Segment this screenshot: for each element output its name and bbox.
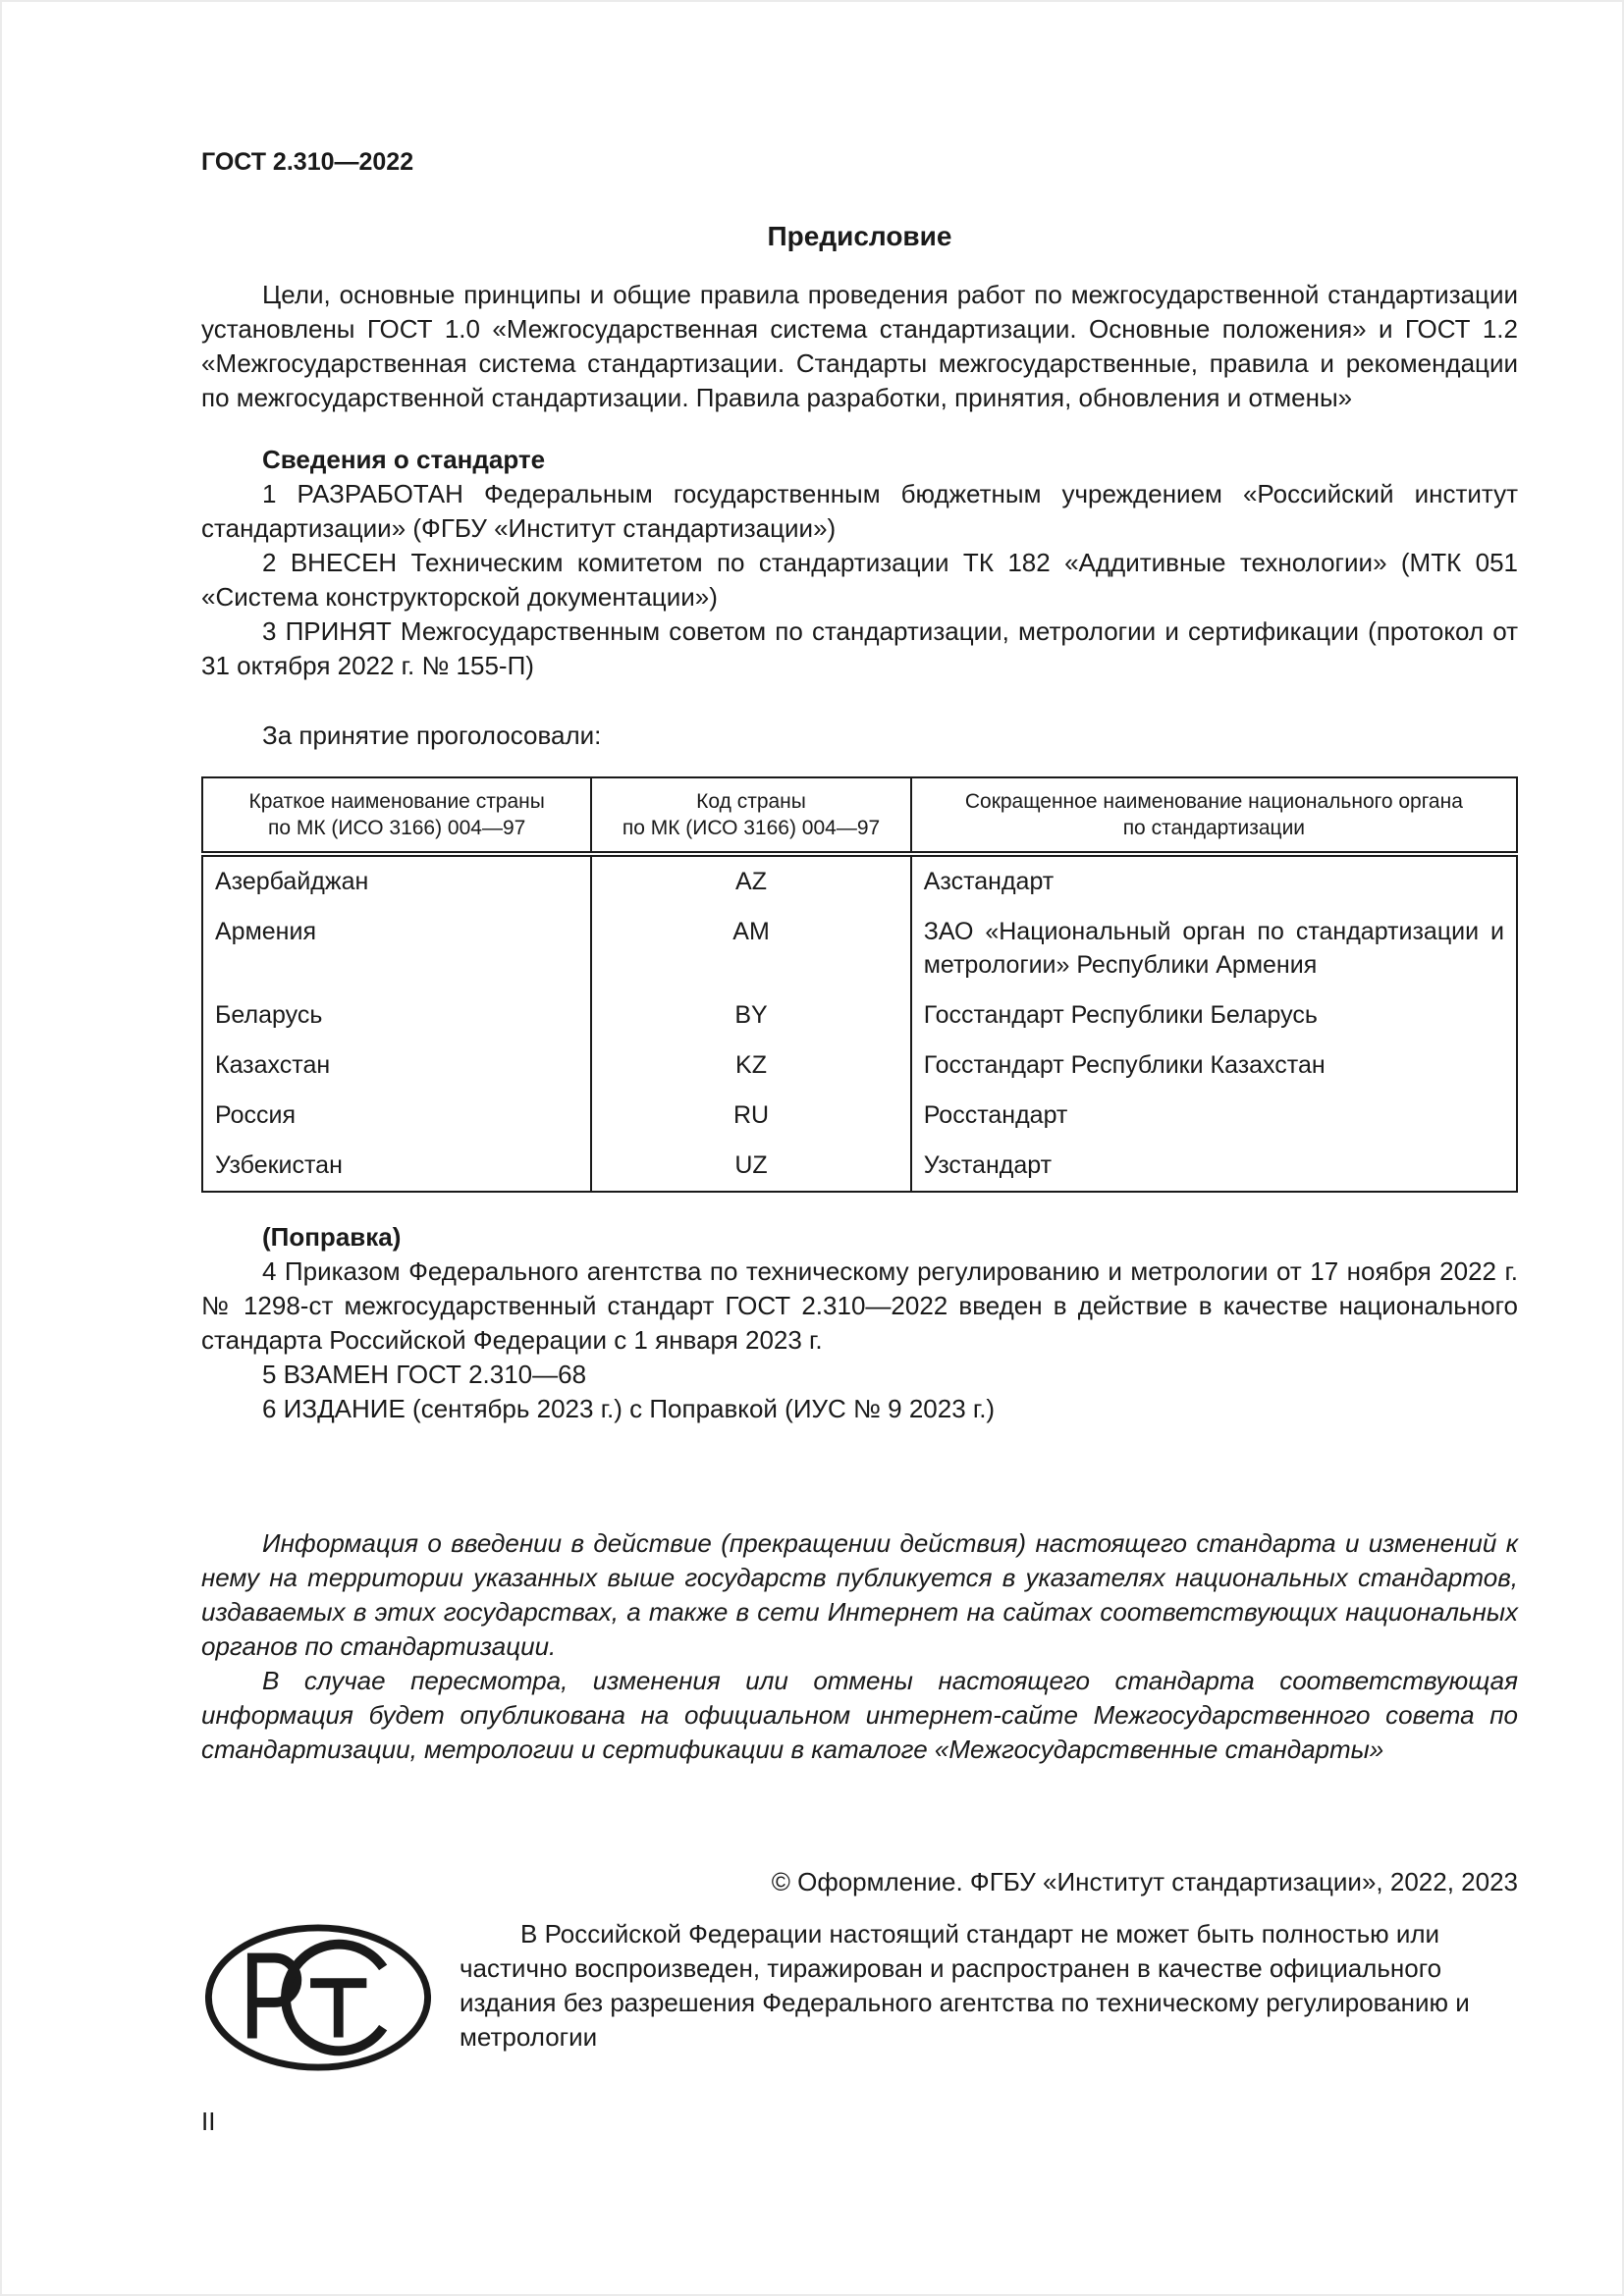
- page-number: II: [201, 2107, 216, 2136]
- vote-table-header-row: [202, 777, 1517, 854]
- amendment-note: (Поправка): [262, 1222, 402, 1252]
- table-row: [202, 907, 1517, 990]
- table-row: [202, 1091, 1517, 1141]
- copyright-line: © Оформление. ФГБУ «Институт стандартизации», 2022, 2023: [771, 1867, 1518, 1896]
- org-cell: Узстандарт: [911, 1141, 1517, 1192]
- org-cell: Росстандарт: [911, 1091, 1517, 1141]
- country-cell: Казахстан: [202, 1041, 591, 1091]
- country-cell: Азербайджан: [202, 854, 591, 907]
- table-row: [202, 854, 1517, 907]
- col-header-org: [911, 777, 1517, 854]
- col-header-line: по МК (ИСО 3166) 004—97: [267, 817, 526, 839]
- foreword-item-submitted: 2 ВНЕСЕН Техническим комитетом по стандартизации ТК 182 «Аддитивные технологии» (МТК 051 «Система конструкторской документации»): [201, 548, 1518, 612]
- intro-paragraph: Цели, основные принципы и общие правила проведения работ по межгосударственной стандартизации установлены ГОСТ 1.0 «Межгосударственная система стандартизации. Основные положения» и ГОСТ 1.2 «Межгосударственная система стандартизации. Стандарты межгосударственные, правила и рекомендации по межгосударственной стандартизации. Правила разработки, принятия, обновления и отмены»: [201, 280, 1518, 412]
- org-cell: Госстандарт Республики Казахстан: [911, 1041, 1517, 1091]
- country-cell: Беларусь: [202, 990, 591, 1041]
- reproduction-restriction-block: [201, 1917, 1518, 2083]
- country-cell: Россия: [202, 1091, 591, 1141]
- col-header-line: Код страны: [696, 790, 806, 813]
- col-header-line: по МК (ИСО 3166) 004—97: [622, 817, 881, 839]
- org-cell: Азстандарт: [911, 854, 1517, 907]
- rst-logo-icon: [201, 1917, 460, 2083]
- doc-code: ГОСТ 2.310—2022: [201, 148, 414, 176]
- revision-notice: В случае пересмотра, изменения или отмены настоящего стандарта соответствующая информация будет опубликована на официальном интернет-сайте Межгосударственного совета по стандартизации, метрологии и сертификации в каталоге «Межгосударственные стандарты»: [201, 1666, 1518, 1764]
- country-cell: Узбекистан: [202, 1141, 591, 1192]
- code-cell: BY: [591, 990, 910, 1041]
- col-header-line: Краткое наименование страны: [248, 790, 545, 813]
- foreword-item-edition: 6 ИЗДАНИЕ (сентябрь 2023 г.) с Поправкой (ИУС № 9 2023 г.): [262, 1394, 996, 1423]
- code-cell: KZ: [591, 1041, 910, 1091]
- standard-info-heading: Сведения о стандарте: [262, 445, 546, 474]
- code-cell: UZ: [591, 1141, 910, 1192]
- page-title: Предисловие: [767, 221, 952, 251]
- foreword-item-order: 4 Приказом Федерального агентства по техническому регулированию и метрологии от 17 ноября 2022 г. № 1298-ст межгосударственный стандарт ГОСТ 2.310—2022 введен в действие в качестве национального стандарта Российской Федерации с 1 января 2023 г.: [201, 1256, 1518, 1355]
- col-header-line: Сокращенное наименование национального органа: [964, 790, 1463, 813]
- code-cell: AZ: [591, 854, 910, 907]
- table-row: [202, 1141, 1517, 1192]
- vote-table: [201, 776, 1518, 1193]
- code-cell: AM: [591, 907, 910, 990]
- table-row: [202, 990, 1517, 1041]
- code-cell: RU: [591, 1091, 910, 1141]
- col-header-code: [591, 777, 910, 854]
- foreword-item-developed: 1 РАЗРАБОТАН Федеральным государственным бюджетным учреждением «Российский институт стандартизации» (ФГБУ «Институт стандартизации»): [201, 479, 1518, 543]
- org-cell: Госстандарт Республики Беларусь: [911, 990, 1517, 1041]
- table-row: [202, 1041, 1517, 1091]
- availability-notice: Информация о введении в действие (прекращении действия) настоящего стандарта и изменений к нему на территории указанных выше государств публикуется в указателях национальных стандартов, издаваемых в этих государствах, а также в сети Интернет на сайтах соответствующих национальных органов по стандартизации.: [201, 1528, 1518, 1661]
- col-header-line: по стандартизации: [1122, 817, 1306, 839]
- foreword-item-adopted: 3 ПРИНЯТ Межгосударственным советом по стандартизации, метрологии и сертификации (протокол от 31 октября 2022 г. № 155-П): [201, 616, 1518, 680]
- org-cell: ЗАО «Национальный орган по стандартизации и метрологии» Республики Армения: [911, 907, 1517, 990]
- country-cell: Армения: [202, 907, 591, 990]
- vote-intro: За принятие проголосовали:: [262, 721, 602, 750]
- restriction-text: В Российской Федерации настоящий стандарт не может быть полностью или частично воспроизведен, тиражирован и распространен в качестве официального издания без разрешения Федерального агентства по техническому регулированию и метрологии: [460, 1919, 1470, 2052]
- foreword-item-replaces: 5 ВЗАМЕН ГОСТ 2.310—68: [262, 1360, 587, 1389]
- col-header-country: [202, 777, 591, 854]
